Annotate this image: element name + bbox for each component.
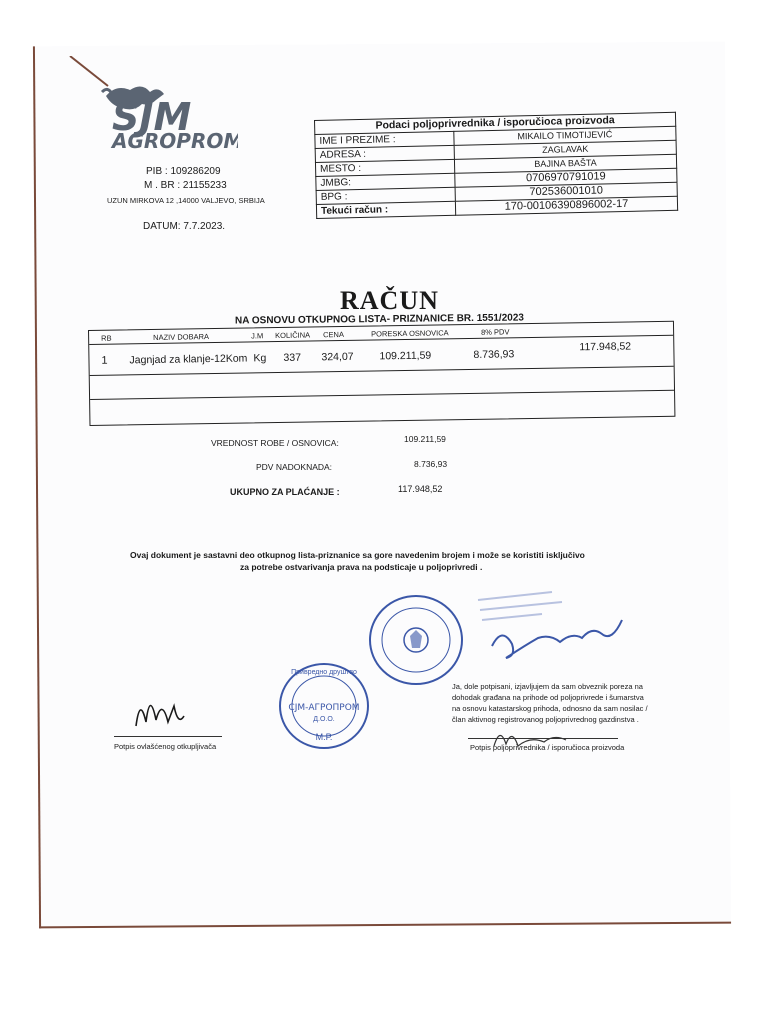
- item-pdv: 8.736,93: [473, 348, 515, 361]
- declaration-line: Ja, dole potpisani, izjavljujem da sam obveznik poreza na: [452, 682, 643, 691]
- seller-signature-line: [468, 738, 618, 739]
- declaration-text: [452, 681, 648, 725]
- item-rb: 1: [101, 354, 108, 367]
- seller-signature-image: [472, 586, 642, 681]
- producer-data-table: [314, 112, 678, 219]
- field-value-name: MIKAILO TIMOTIJEVIĆ: [454, 126, 676, 145]
- invoice-subtitle: NA OSNOVU OTKUPNOG LISTA- PRIZNANICE BR. 1551/2023: [234, 312, 525, 327]
- field-label: ADRESA :: [315, 145, 454, 162]
- field-value-jmbg: 0706970791019: [455, 168, 677, 187]
- total-vat-label: PDV NADOKNADA:: [256, 462, 333, 472]
- field-value-place: BAJINA BAŠTA: [454, 154, 676, 173]
- company-seal-icon: [276, 660, 372, 752]
- company-stamp-name: CJM-АГРОПРОМ: [288, 703, 360, 713]
- total-base-value: 109.211,59: [404, 434, 446, 444]
- company-mbr: M . BR : 21155233: [144, 180, 227, 191]
- ministry-stamp: [364, 590, 474, 695]
- invoice-date: DATUM: 7.7.2023.: [143, 221, 226, 232]
- buyer-signature-icon: [128, 686, 198, 736]
- col-header-cena: CENA: [323, 329, 345, 340]
- item-jm: Kg: [253, 352, 267, 365]
- col-header-naziv: NAZIV DOBARA: [153, 332, 210, 342]
- seller-signature-icon: [472, 586, 642, 676]
- company-address: UZUN MIRKOVA 12 ,14000 VALJEVO, SRBIJA: [107, 196, 265, 205]
- field-label: Tekući račun :: [316, 201, 455, 218]
- field-value-account: 170-00106390896002-17: [455, 196, 677, 215]
- seller-bottom-signature: [474, 724, 574, 757]
- logo-text: AGROPROM: [112, 129, 238, 153]
- company-stamp: [276, 660, 372, 757]
- buyer-signature-line: [114, 736, 222, 737]
- company-pib: PIB : 109286209: [146, 166, 221, 177]
- notice-line-1: Ovaj dokument je sastavni deo otkupnog lista-priznanice sa gore navedenim brojem i može se koristiti isključivo: [130, 550, 585, 560]
- total-payable-label: UKUPNO ZA PLAĆANJE :: [230, 487, 340, 497]
- item-ukupno: 117.948,52: [579, 340, 632, 354]
- col-header-kolicina: KOLIČINA: [275, 330, 311, 341]
- invoice-title: RAČUN: [340, 286, 439, 315]
- producer-table-header: Podaci poljoprivrednika / isporučioca proizvoda: [315, 112, 676, 134]
- company-stamp-ring: Привредно друштво: [291, 669, 357, 676]
- declaration-line: član aktivnog registrovanog poljoprivrednog gazdinstva .: [452, 715, 639, 724]
- logo: [68, 56, 238, 161]
- field-label: JMBG:: [316, 173, 455, 190]
- declaration-line: na osnovu katastarskog prihoda, odnosno da sam nosilac /: [452, 704, 648, 713]
- buyer-signature-label: Potpis ovlašćenog otkupljivača: [114, 742, 217, 751]
- seller-signature-label: Potpis poljoprivrednika / isporučioca proizvoda: [470, 743, 625, 752]
- field-value-address: ZAGLAVAK: [454, 140, 676, 159]
- company-stamp-mp: М.Р.: [315, 732, 333, 742]
- item-cena: 324,07: [321, 350, 354, 364]
- field-value-bpg: 702536001010: [455, 182, 677, 201]
- total-payable-value: 117.948,52: [398, 484, 443, 494]
- total-base-label: VREDNOST ROBE / OSNOVICA:: [211, 438, 339, 448]
- col-header-osnovica: PORESKA OSNOVICA: [371, 328, 449, 339]
- item-osnovica: 109.211,59: [379, 349, 432, 363]
- logo-mark: SJM: [112, 95, 192, 139]
- buyer-signature-image: [128, 686, 198, 741]
- declaration-line: dohodak građana na prihode od poljoprivrede i šumarstva: [452, 693, 644, 702]
- items-table: [88, 321, 675, 426]
- total-vat-value: 8.736,93: [414, 459, 448, 469]
- field-label: MESTO :: [315, 159, 454, 176]
- bull-logo-icon: [68, 56, 238, 156]
- notice-line-2: za potrebe ostvarivanja prava na podsticaje u poljoprivredi .: [240, 562, 483, 572]
- field-label: BPG :: [316, 187, 455, 204]
- col-header-rb: RB: [101, 333, 112, 343]
- ministry-seal-icon: [364, 590, 474, 690]
- field-label: IME I PREZIME :: [315, 131, 454, 148]
- company-stamp-sub: Д.О.О.: [313, 716, 335, 723]
- col-header-pdv: 8% PDV: [481, 327, 510, 337]
- item-naziv: Jagnjad za klanje-12Kom: [129, 352, 248, 367]
- col-header-jm: J.M: [251, 331, 264, 341]
- item-kolicina: 337: [283, 351, 302, 364]
